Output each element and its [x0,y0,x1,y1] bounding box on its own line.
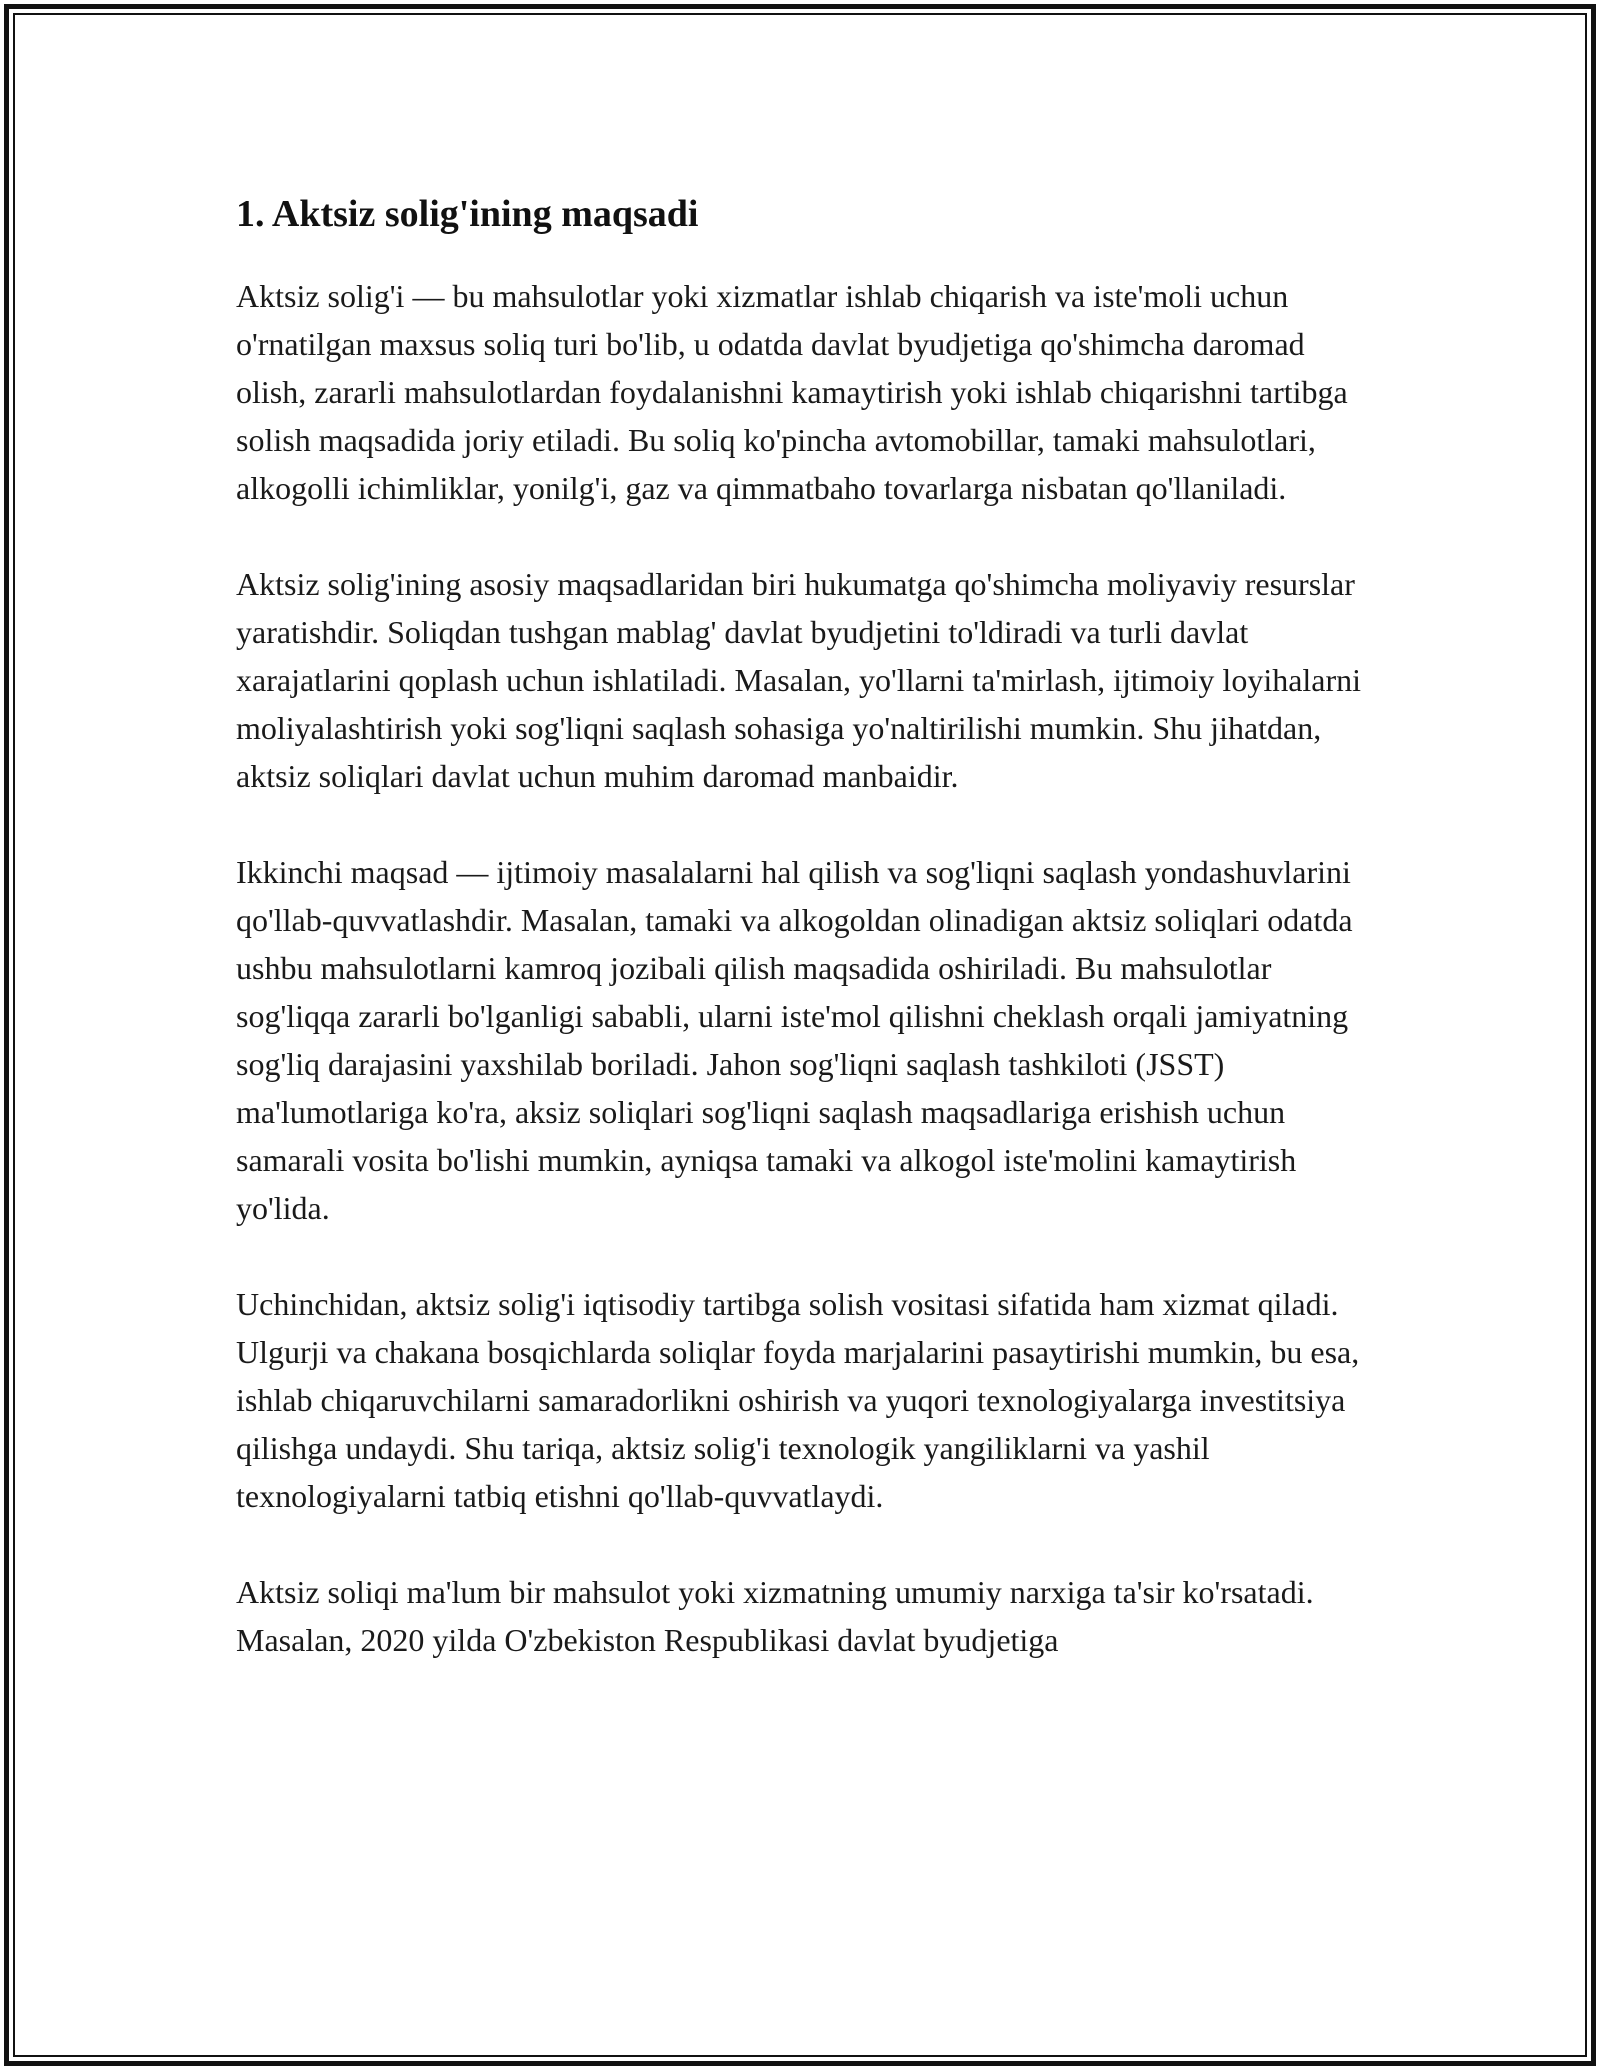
paragraph-1: Aktsiz solig'i — bu mahsulotlar yoki xizmatlar ishlab chiqarish va iste'moli uchun o'rnatilgan maxsus soliq turi bo'lib, u odatda davlat byudjetiga qo'shimcha daromad olish, zararli mahsulotlardan foydalanishni kamaytirish yoki ishlab chiqarishni tartibga solish maqsadida joriy etiladi. Bu soliq ko'pincha avtomobillar, tamaki mahsulotlari, alkogolli ichimliklar, yonilg'i, gaz va qimmatbaho tovarlarga nisbatan qo'llaniladi. [236,278,1348,506]
document-body [236,186,1366,1712]
paragraph-4: Uchinchidan, aktsiz solig'i iqtisodiy tartibga solish vositasi sifatida ham xizmat qiladi. Ulgurji va chakana bosqichlarda soliqlar foyda marjalarini pasaytirishi mumkin, bu esa, ishlab chiqaruvchilarni samaradorlikni oshirish va yuqori texnologiyalarga investitsiya qilishga undaydi. Shu tariqa, aktsiz solig'i texnologik yangiliklarni va yashil texnologiyalarni tatbiq etishni qo'llab-quvvatlaydi. [236,1286,1360,1514]
paragraph-3: Ikkinchi maqsad — ijtimoiy masalalarni hal qilish va sog'liqni saqlash yondashuvlarini qo'llab-quvvatlashdir. Masalan, tamaki va alkogoldan olinadigan aktsiz soliqlari odatda ushbu mahsulotlarni kamroq jozibali qilish maqsadida oshiriladi. Bu mahsulotlar sog'liqqa zararli bo'lganligi sababli, ularni iste'mol qilishni cheklash orqali jamiyatning sog'liq darajasini yaxshilab boriladi. Jahon sog'liqni saqlash tashkiloti (JSST) ma'lumotlariga ko'ra, aksiz soliqlari sog'liqni saqlash maqsadlariga erishish uchun samarali vosita bo'lishi mumkin, ayniqsa tamaki va alkogol iste'molini kamaytirish yo'lida. [236,854,1353,1226]
paragraph-2: Aktsiz solig'ining asosiy maqsadlaridan biri hukumatga qo'shimcha moliyaviy resurslar yaratishdir. Soliqdan tushgan mablag' davlat byudjetini to'ldiradi va turli davlat xarajatlarini qoplash uchun ishlatiladi. Masalan, yo'llarni ta'mirlash, ijtimoiy loyihalarni moliyalashtirish yoki sog'liqni saqlash sohasiga yo'naltirilishi mumkin. Shu jihatdan, aktsiz soliqlari davlat uchun muhim daromad manbaidir. [236,566,1362,794]
section-heading: 1. Aktsiz solig'ining maqsadi [236,193,699,235]
paragraph-5: Aktsiz soliqi ma'lum bir mahsulot yoki xizmatning umumiy narxiga ta'sir ko'rsatadi. Masalan, 2020 yilda O'zbekiston Respublikasi davlat byudjetiga [236,1574,1314,1658]
